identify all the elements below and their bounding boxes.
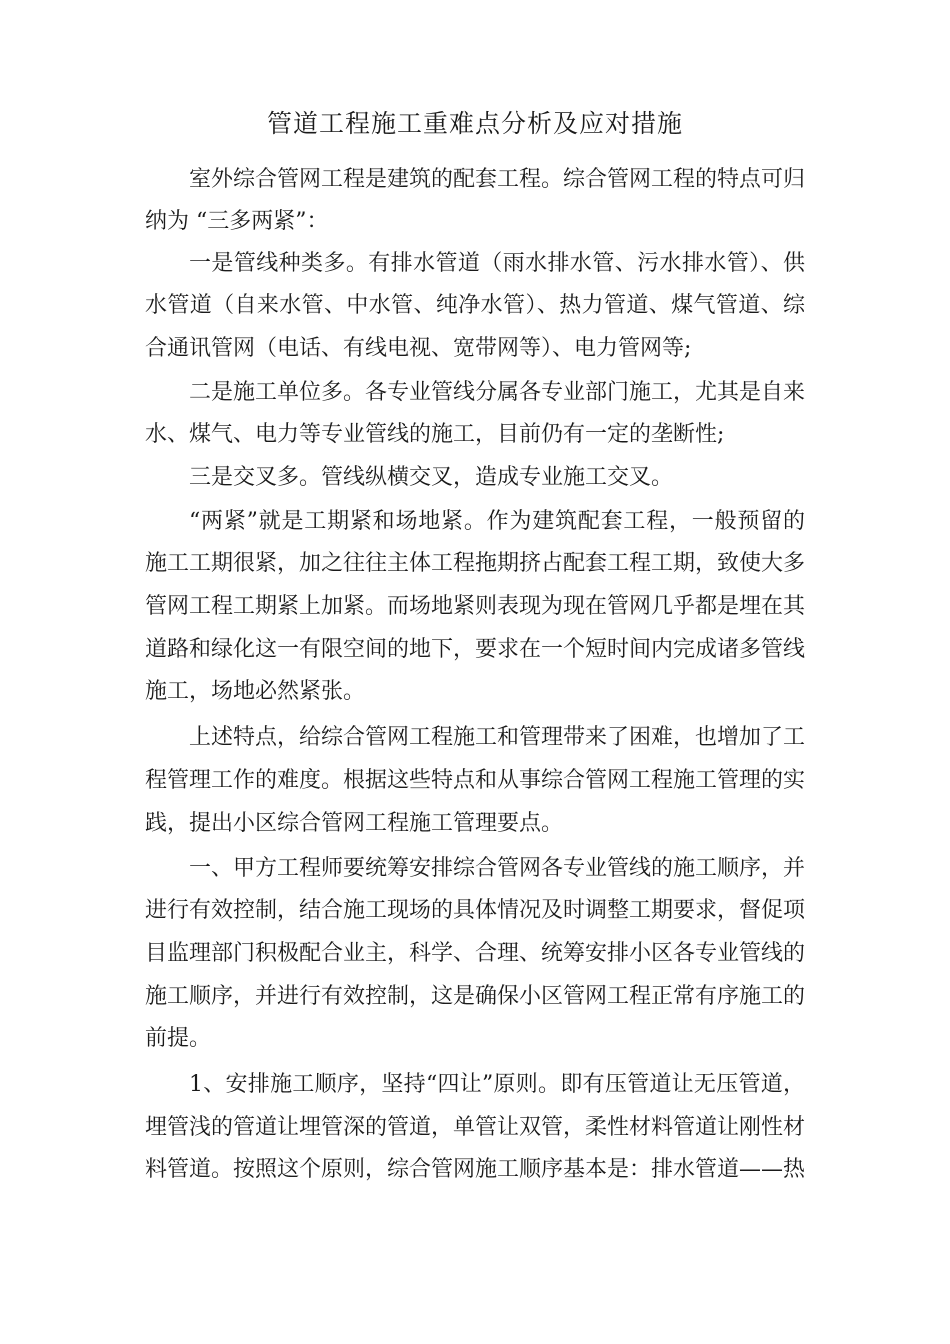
paragraph-line: 践，提出小区综合管网工程施工管理要点。 (145, 811, 564, 836)
paragraph-line: 水、煤气、电力等专业管线的施工，目前仍有一定的垄断性; (145, 422, 725, 447)
paragraph-line: 料管道。按照这个原则，综合管网施工顺序基本是：排水管道——热 (145, 1157, 806, 1182)
paragraph-line: 三是交叉多。管线纵横交叉，造成专业施工交叉。 (189, 465, 674, 490)
paragraph-line: 纳为 “三多两紧”： (145, 209, 329, 234)
paragraph-line: 合通讯管网（电话、有线电视、宽带网等）、电力管网等; (145, 336, 692, 361)
paragraph-line: 道路和绿化这一有限空间的地下，要求在一个短时间内完成诸多管线 (145, 637, 806, 662)
paragraph-line: 水管道（自来水管、中水管、纯净水管）、热力管道、煤气管道、综 (145, 293, 805, 318)
paragraph-line: 程管理工作的难度。根据这些特点和从事综合管网工程施工管理的实 (145, 768, 806, 793)
paragraph-line: 进行有效控制，结合施工现场的具体情况及时调整工期要求，督促项 (145, 898, 806, 923)
paragraph-line: 埋管浅的管道让埋管深的管道，单管让双管，柔性材料管道让刚性材 (145, 1115, 806, 1140)
paragraph-line: 一是管线种类多。有排水管道（雨水排水管、污水排水管）、供 (189, 251, 805, 276)
paragraph-line: 施工工期很紧，加之往往主体工程拖期挤占配套工程工期，致使大多 (145, 551, 806, 576)
paragraph-line: 前提。 (145, 1026, 212, 1051)
document-title: 管道工程施工重难点分析及应对措施 (266, 109, 683, 138)
paragraph-line: 目监理部门积极配合业主，科学、合理、统筹安排小区各专业管线的 (145, 941, 806, 966)
paragraph-line: 上述特点，给综合管网工程施工和管理带来了困难，也增加了工 (189, 725, 806, 750)
paragraph-line: 施工顺序，并进行有效控制，这是确保小区管网工程正常有序施工的 (145, 984, 806, 1009)
paragraph-line: 管网工程工期紧上加紧。而场地紧则表现为现在管网几乎都是埋在其 (145, 594, 806, 619)
paragraph-line: 1、安排施工顺序，坚持“四让”原则。即有压管道让无压管道， (189, 1072, 805, 1097)
paragraph-line: 施工，场地必然紧张。 (145, 679, 366, 704)
paragraph-line: 二是施工单位多。各专业管线分属各专业部门施工，尤其是自来 (189, 380, 806, 405)
paragraph-line: 一、甲方工程师要统筹安排综合管网各专业管线的施工顺序，并 (189, 856, 806, 881)
paragraph-line: “两紧”就是工期紧和场地紧。作为建筑配套工程，一般预留的 (189, 509, 805, 534)
paragraph-line: 室外综合管网工程是建筑的配套工程。综合管网工程的特点可归 (189, 167, 806, 192)
